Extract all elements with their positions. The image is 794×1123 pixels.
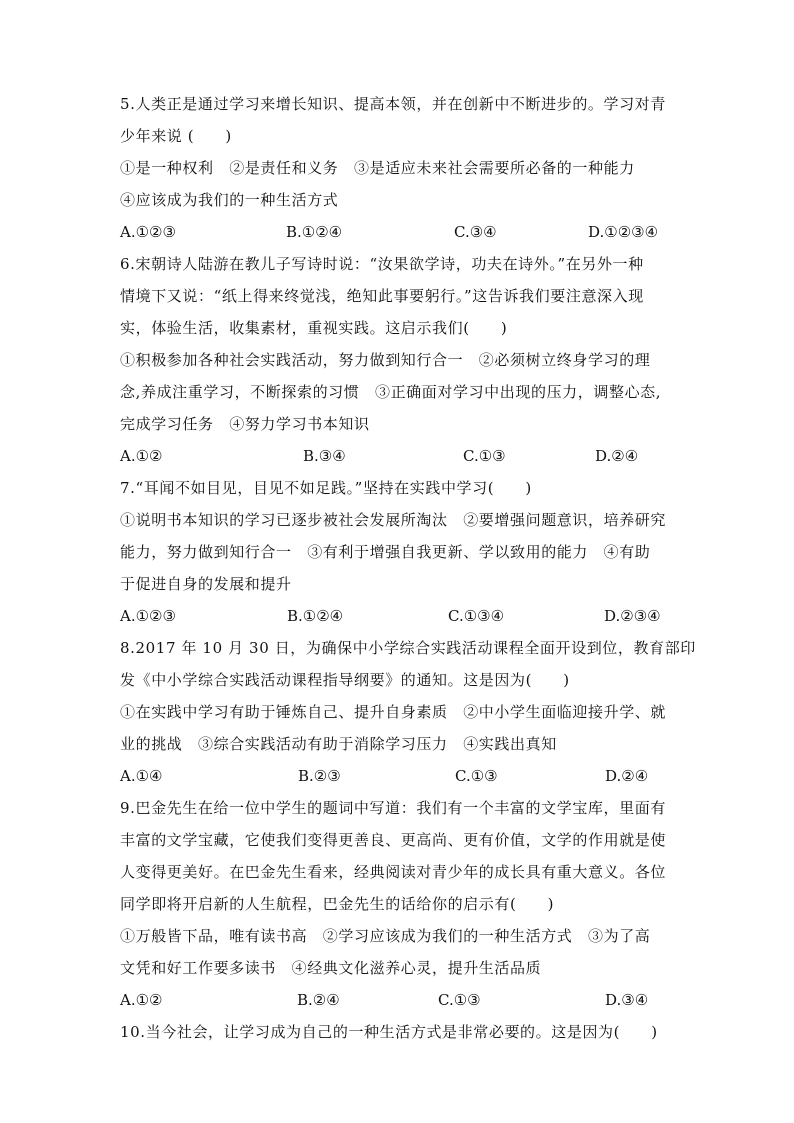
question-9-line-6: 文凭和好工作要多读书 ④经典文化滋养心灵，提升生活品质	[120, 959, 542, 977]
option-c: C.③④	[454, 223, 497, 241]
option-c: C.①③	[463, 447, 506, 465]
option-a: A.①②	[120, 991, 163, 1009]
question-6-line-2: 情境下又说：“纸上得来终觉浅，绝知此事要躬行。”这告诉我们要注意深入现	[120, 287, 644, 305]
option-c: C.①③	[455, 767, 498, 785]
question-7-line-4: 于促进自身的发展和提升	[120, 575, 292, 593]
option-b: B.①②④	[287, 607, 344, 625]
question-5-line-1: 5.人类正是通过学习来增长知识、提高本领，并在创新中不断进步的。学习对青	[120, 95, 666, 113]
question-9-line-3: 人变得更美好。在巴金先生看来，经典阅读对青少年的成长具有重大意义。各位	[120, 863, 667, 881]
question-6-line-5: 念,养成注重学习，不断探索的习惯 ③正确面对学习中出现的压力，调整心态,	[120, 383, 662, 401]
question-8-line-1: 8.2017 年 10 月 30 日，为确保中小学综合实践活动课程全面开设到位，教育部印	[120, 639, 696, 657]
option-d: D.②④	[595, 447, 639, 465]
option-d: D.②③④	[604, 607, 661, 625]
question-9-line-2: 丰富的文学宝藏，它使我们变得更善良、更高尚、更有价值，文学的作用就是使	[120, 831, 667, 849]
question-6-line-3: 实，体验生活，收集素材，重视实践。这启示我们( )	[120, 319, 508, 337]
question-6-line-1: 6.宋朝诗人陆游在教儿子写诗时说：“汝果欲学诗，功夫在诗外。”在另外一种	[120, 255, 644, 273]
question-6-line-6: 完成学习任务 ④努力学习书本知识	[120, 415, 370, 433]
option-b: B.③④	[303, 447, 346, 465]
question-5-line-2: 少年来说 ( )	[120, 127, 232, 145]
question-8-line-2: 发《中小学综合实践活动课程指导纲要》的通知。这是因为( )	[120, 671, 570, 689]
question-9-line-1: 9.巴金先生在给一位中学生的题词中写道：我们有一个丰富的文学宝库，里面有	[120, 799, 666, 817]
question-10-line-1: 10.当今社会，让学习成为自己的一种生活方式是非常必要的。这是因为( )	[120, 1023, 658, 1041]
question-9-line-4: 同学即将开启新的人生航程，巴金先生的话给你的启示有( )	[120, 895, 555, 913]
question-7-line-3: 能力，努力做到知行合一 ③有利于增强自我更新、学以致用的能力 ④有助	[120, 543, 651, 561]
option-a: A.①②③	[120, 223, 176, 241]
option-a: A.①②	[120, 447, 163, 465]
option-d: D.③④	[605, 991, 649, 1009]
question-7-line-1: 7.“耳闻不如目见，目见不如足践。”坚持在实践中学习( )	[120, 479, 532, 497]
option-a: A.①②③	[120, 607, 176, 625]
question-8-line-3: ①在实践中学习有助于锤炼自己、提升自身素质 ②中小学生面临迎接升学、就	[120, 703, 667, 721]
question-9-line-5: ①万般皆下品，唯有读书高 ②学习应该成为我们的一种生活方式 ③为了高	[120, 927, 651, 945]
option-b: B.②③	[298, 767, 341, 785]
question-7-line-2: ①说明书本知识的学习已逐步被社会发展所淘汰 ②要增强问题意识，培养研究	[120, 511, 667, 529]
option-c: C.①③	[438, 991, 481, 1009]
question-5-line-4: ④应该成为我们的一种生活方式	[120, 191, 339, 209]
option-b: B.②④	[297, 991, 340, 1009]
question-5-line-3: ①是一种权利 ②是责任和义务 ③是适应未来社会需要所必备的一种能力	[120, 159, 635, 177]
question-8-line-4: 业的挑战 ③综合实践活动有助于消除学习压力 ④实践出真知	[120, 735, 557, 753]
option-c: C.①③④	[448, 607, 505, 625]
option-a: A.①④	[120, 767, 163, 785]
option-b: B.①②④	[286, 223, 343, 241]
option-d: D.②④	[605, 767, 649, 785]
question-6-line-4: ①积极参加各种社会实践活动，努力做到知行合一 ②必须树立终身学习的理	[120, 351, 651, 369]
option-d: D.①②③④	[588, 223, 659, 241]
